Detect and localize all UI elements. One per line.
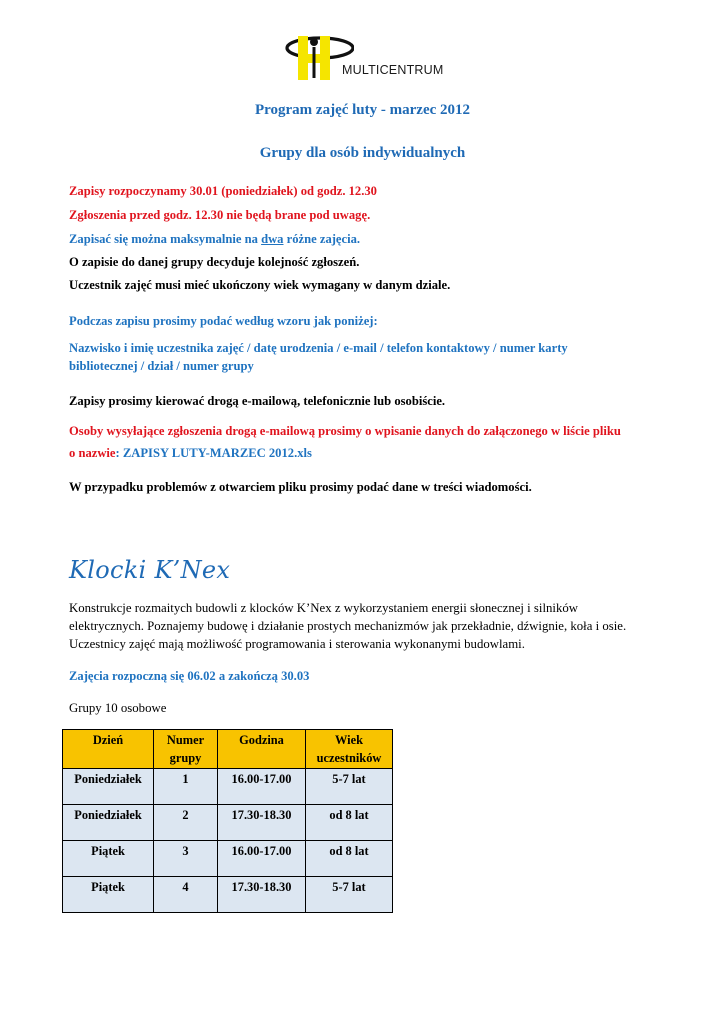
cell-age: od 8 lat bbox=[306, 841, 393, 877]
page-title: Program zajęć luty - marzec 2012 bbox=[254, 102, 471, 118]
rule-age: Uczestnik zajęć musi mieć ukończony wiek wymagany w danym dziale. bbox=[69, 278, 451, 292]
header-day: Dzień bbox=[63, 730, 154, 769]
cell-time: 17.30-18.30 bbox=[218, 805, 306, 841]
cell-group: 1 bbox=[154, 769, 218, 805]
contact-note: Zapisy prosimy kierować drogą e-mailową, telefonicznie lub osobiście. bbox=[69, 394, 446, 408]
cell-day: Piątek bbox=[63, 841, 154, 877]
cell-group: 3 bbox=[154, 841, 218, 877]
page-subtitle: Grupy dla osób indywidualnych bbox=[259, 145, 466, 161]
cell-age: 5-7 lat bbox=[306, 877, 393, 913]
schedule-table bbox=[62, 729, 393, 913]
table-row bbox=[63, 769, 393, 805]
table-row bbox=[63, 877, 393, 913]
header-group: Numer grupy bbox=[154, 730, 218, 769]
cell-time: 16.00-17.00 bbox=[218, 841, 306, 877]
logo-text: MULTICENTRUM bbox=[342, 63, 444, 77]
table-header-row bbox=[63, 730, 393, 769]
cell-group: 2 bbox=[154, 805, 218, 841]
format-line-1: Nazwisko i imię uczestnika zajęć / datę urodzenia / e-mail / telefon kontaktowy / numer karty bbox=[69, 341, 568, 355]
cell-group: 4 bbox=[154, 877, 218, 913]
cell-time: 16.00-17.00 bbox=[218, 769, 306, 805]
header-time: Godzina bbox=[218, 730, 306, 769]
section-groups: Grupy 10 osobowe bbox=[69, 701, 167, 715]
table-row bbox=[63, 805, 393, 841]
rule-start-date: Zapisy rozpoczynamy 30.01 (poniedziałek) od godz. 12.30 bbox=[69, 184, 377, 198]
cell-age: od 8 lat bbox=[306, 805, 393, 841]
section-dates: Zajęcia rozpoczną się 06.02 a zakończą 30.03 bbox=[69, 669, 310, 683]
cell-day: Poniedziałek bbox=[63, 805, 154, 841]
section-desc-2: elektrycznych. Poznajemy budowę i działanie prostych mechanizmów jak przekładnie, dźwignie, koła i osie. bbox=[69, 619, 627, 633]
email-note-line-1: Osoby wysyłające zgłoszenia drogą e-mailową prosimy o wpisanie danych do załączonego w liście pliku bbox=[69, 424, 621, 438]
email-note-filename: : ZAPISY LUTY-MARZEC 2012.xls bbox=[115, 446, 312, 460]
header-age: Wiek uczestników bbox=[306, 730, 393, 769]
multicentrum-logo bbox=[284, 34, 484, 84]
rule-order: O zapisie do danej grupy decyduje kolejność zgłoszeń. bbox=[69, 255, 360, 269]
table-row bbox=[63, 841, 393, 877]
rule-before-time: Zgłoszenia przed godz. 12.30 nie będą brane pod uwagę. bbox=[69, 208, 371, 222]
format-intro: Podczas zapisu prosimy podać według wzoru jak poniżej: bbox=[69, 314, 378, 328]
rule-max-classes-emphasis: dwa bbox=[261, 232, 284, 246]
section-heading: Klocki K’Nex bbox=[69, 556, 231, 584]
rule-max-classes-end: różne zajęcia. bbox=[283, 232, 361, 246]
cell-day: Poniedziałek bbox=[63, 769, 154, 805]
format-line-2: bibliotecznej / dział / numer grupy bbox=[69, 359, 254, 373]
section-desc-1: Konstrukcje rozmaitych budowli z klocków K’Nex z wykorzystaniem energii słonecznej i silników bbox=[69, 601, 579, 615]
email-note-prefix: o nazwie bbox=[69, 446, 116, 460]
rule-max-classes bbox=[69, 232, 360, 247]
cell-time: 17.30-18.30 bbox=[218, 877, 306, 913]
cell-age: 5-7 lat bbox=[306, 769, 393, 805]
cell-day: Piątek bbox=[63, 877, 154, 913]
email-note-line-2 bbox=[69, 446, 312, 461]
rule-max-classes-start: Zapisać się można maksymalnie na bbox=[69, 232, 262, 246]
problem-note: W przypadku problemów z otwarciem pliku prosimy podać dane w treści wiadomości. bbox=[69, 480, 532, 494]
section-desc-3: Uczestnicy zajęć mają możliwość programowania i sterowania wykonanymi budowlami. bbox=[69, 637, 525, 651]
